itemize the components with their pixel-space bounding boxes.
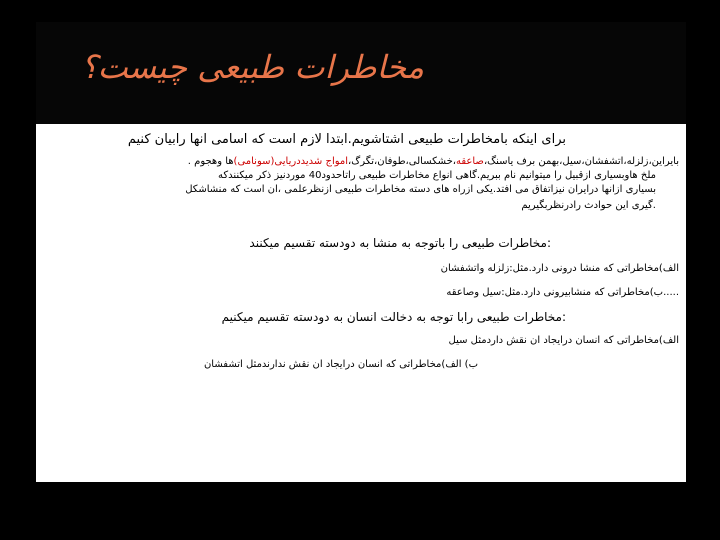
section2-item-1: الف)مخاطراتی که انسان درایجاد ان نقش داردمثل سیل — [448, 335, 679, 346]
hazard-tsunami: امواج شدیددریایی(سونامی) — [233, 156, 349, 167]
intro-text: برای اینکه بامخاطرات طبیعی اشتاشویم.ابتدا لازم است که اسامی انها رابیان کنیم — [127, 132, 566, 147]
hazard-lightning: صاعقه — [456, 156, 484, 167]
hazards-part-e: ها وهجوم . — [187, 156, 234, 167]
content-area — [36, 124, 686, 482]
paragraph-line-2: ملخ هاوبسیاری ازقبیل را میتوانیم نام ببریم.گاهی انواع مخاطرات طبیعی راتاحدود40 موردنیز ذکر میکنندکه — [218, 170, 656, 181]
slide-title: مخاطرات طبیعی چیست؟ — [80, 48, 424, 86]
section1-heading: :مخاطرات طبیعی را باتوجه به منشا به دودسته تقسیم میکنند — [249, 236, 551, 250]
section2-item-2: ب) الف)مخاطراتی که انسان درایجاد ان نقش ندارندمثل اتشفشان — [203, 359, 478, 370]
section1-item-1: الف)مخاطراتی که منشا درونی دارد.مثل:زلزله واتشفشان — [440, 263, 679, 274]
section2-heading: :مخاطرات طبیعی رابا توجه به دخالت انسان به دودسته تقسیم میکنیم — [221, 310, 566, 324]
paragraph-line-3: بسیاری ازانها درایران نیزاتفاق می افتد.یکی ازراه های دسته مخاطرات طبیعی ازنظرعلمی ،ان است که منشاشکل — [185, 184, 656, 195]
paragraph-line-4: .گیری این حوادث رادرنظربگیریم — [521, 200, 656, 211]
hazards-part-a: بایراین،زلزله،اتشفشان،سیل،بهمن برف یاسنگ، — [483, 156, 679, 167]
hazards-list-line — [188, 157, 679, 167]
hazards-part-c: ،خشکسالی،طوفان،تگرگ، — [348, 156, 456, 167]
section1-item-2: .....ب)مخاطراتی که منشابیرونی دارد.مثل:سیل وصاعقه — [446, 287, 679, 298]
